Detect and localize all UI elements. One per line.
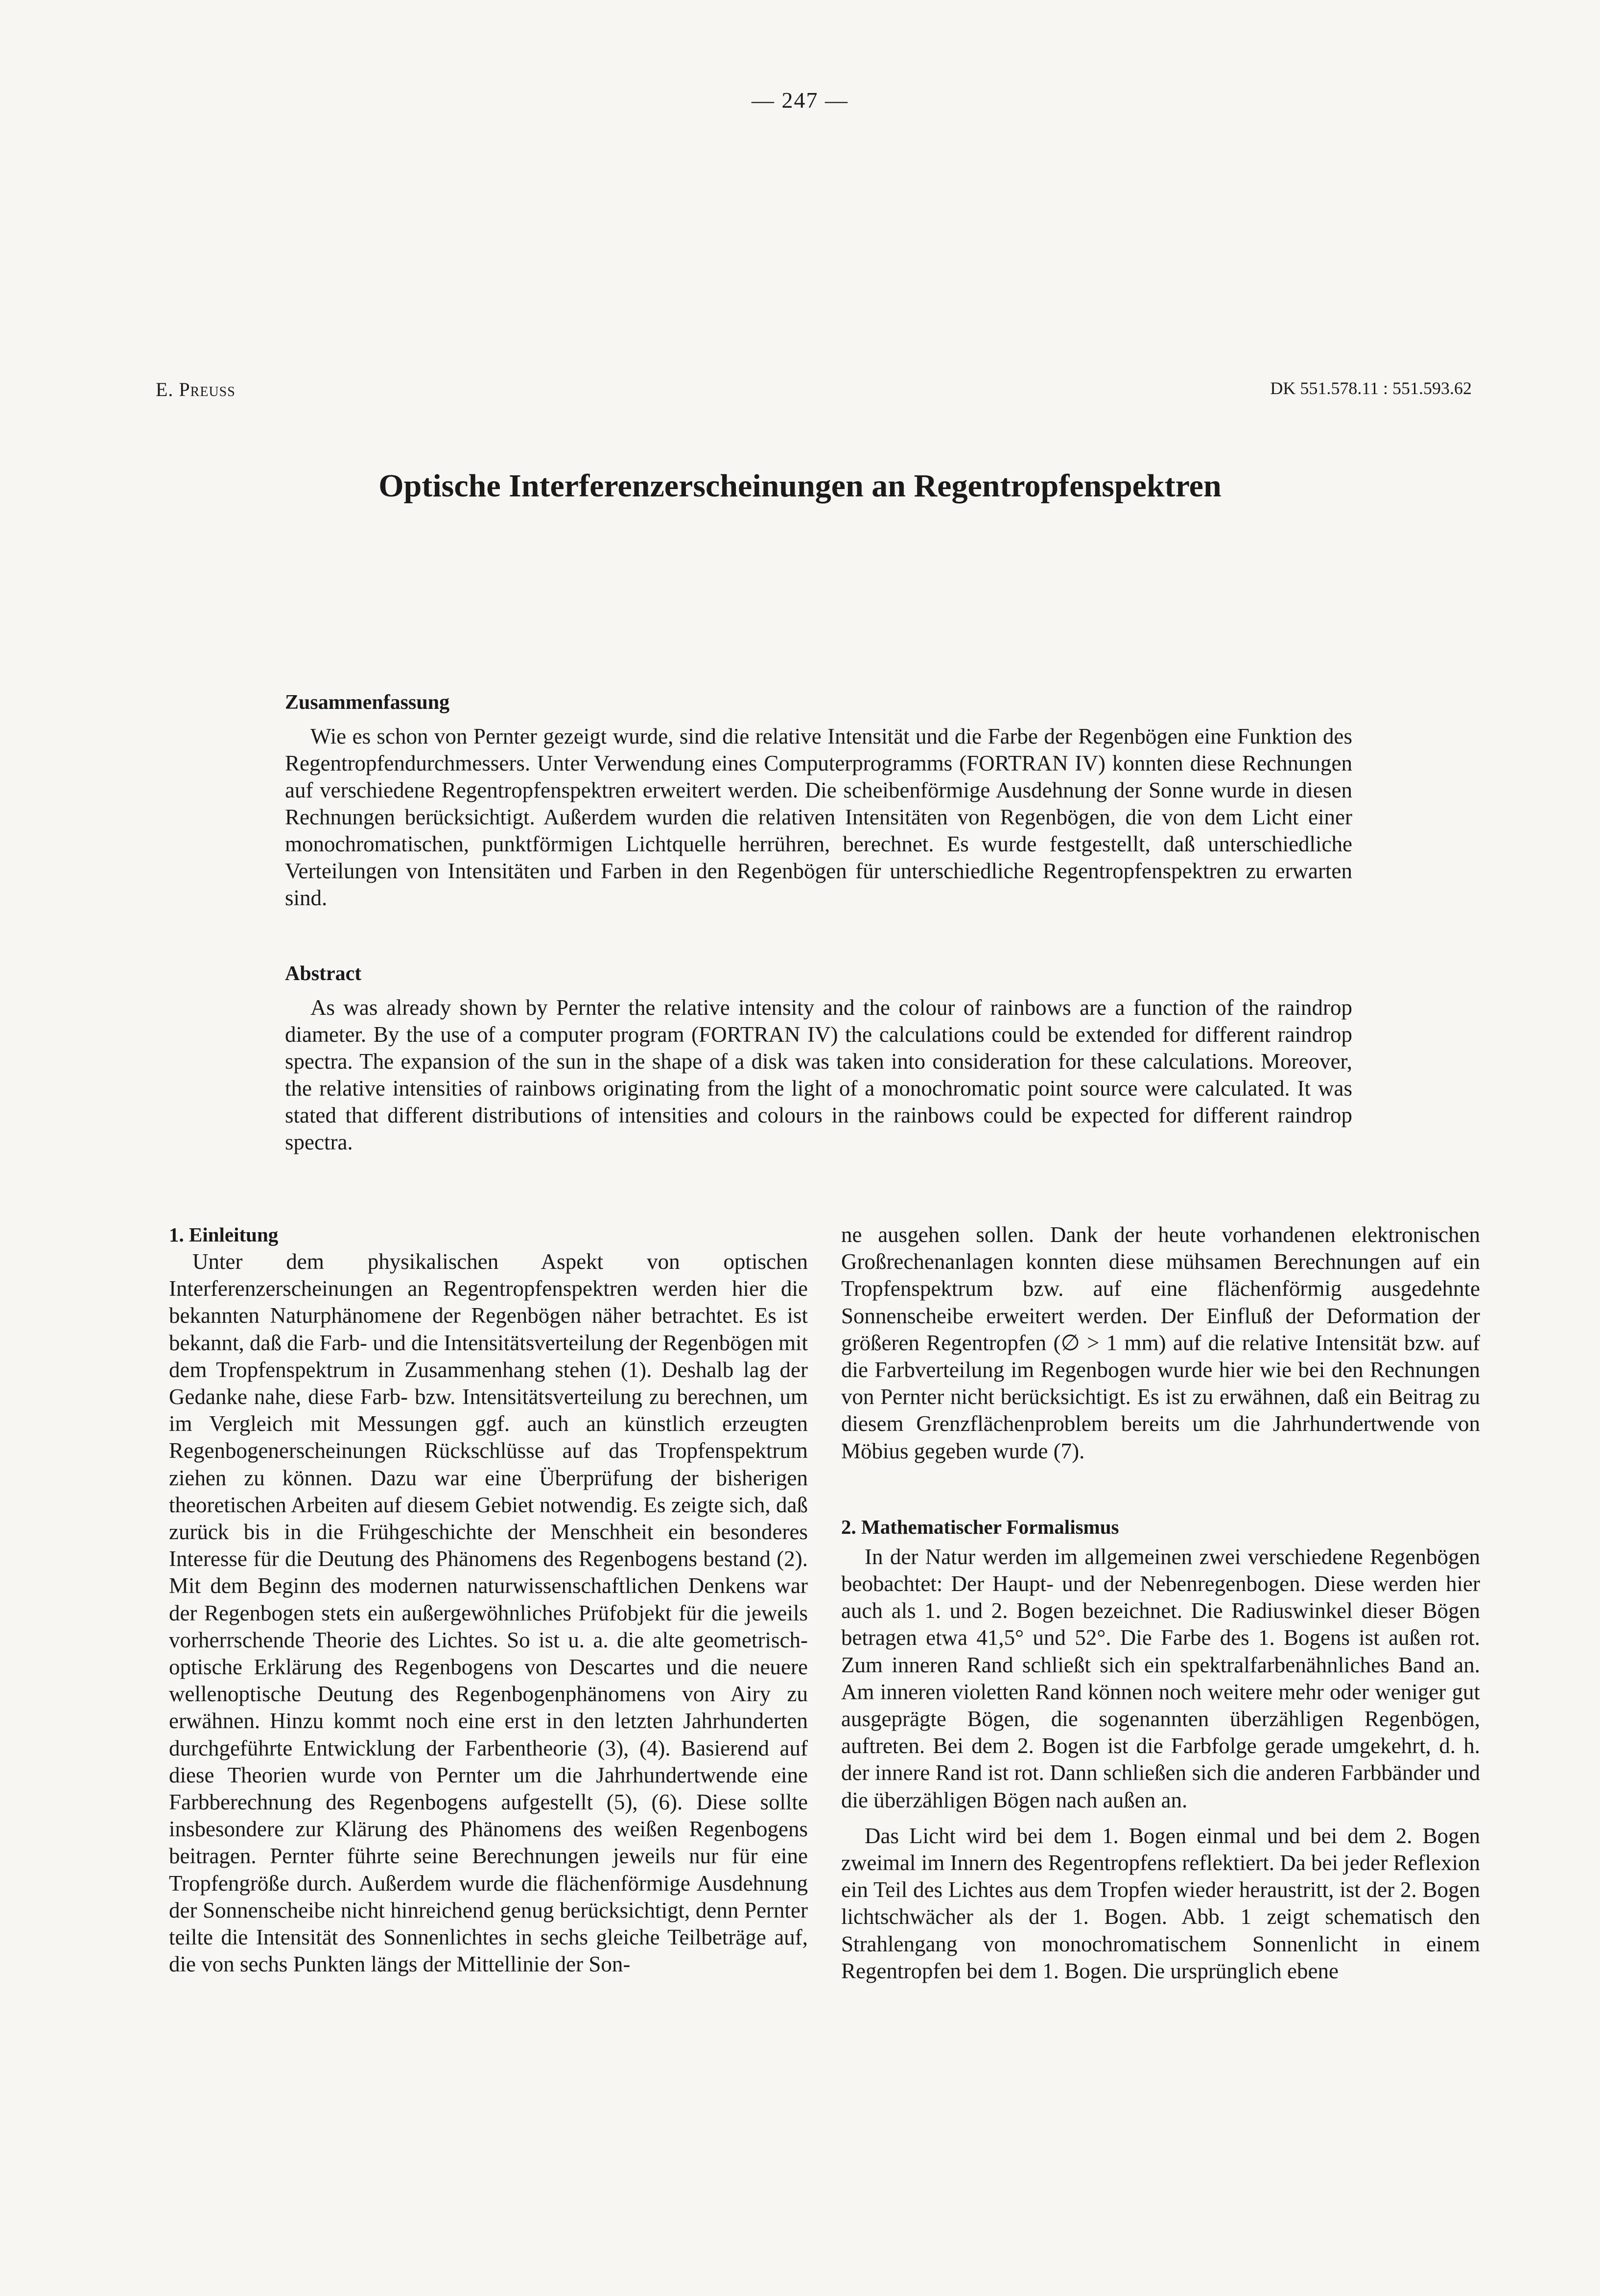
- dk-classification: DK 551.578.11 : 551.593.62: [1270, 378, 1472, 398]
- paragraph-gap: [841, 1814, 1480, 1823]
- section2-para2: Das Licht wird bei dem 1. Bogen einmal und bei dem 2. Bogen zweimal im Innern des Regentropfens reflektiert. Da bei jeder Reflexion ein Teil des Lichtes aus dem Tropfen wieder heraustritt, ist der 2. Bogen lichtschwächer als der 1. Bogen. Abb. 1 zeigt schematisch den Strahlengang von monochromatischem Sonnenlicht in einem Regentropfen bei dem 1. Bogen. Die ursprünglich ebene: [841, 1823, 1480, 1983]
- abstract-block: [285, 961, 1352, 1156]
- author-name: E. Preuss: [156, 378, 235, 400]
- section2-para1: In der Natur werden im allgemeinen zwei verschiedene Regenbögen beobachtet: Der Haupt- und der Nebenregenbogen. Diese werden hier auch als 1. und 2. Bogen bezeichnet. Die Radiuswinkel dieser Bögen betragen etwa 41,5° und 52°. Die Farbe des 1. Bogens ist außen rot. Zum inneren Rand schließt sich ein spektralfarbenähnliches Band an. Am inneren violetten Rand können noch weitere mehr oder weniger gut ausgeprägte Bögen, die sogenannten überzähligen Regenbögen, auftreten. Bei dem 2. Bogen ist die Farbfolge gerade umgekehrt, d. h. der innere Rand ist rot. Dann schließen sich die anderen Farbbänder und die überzähligen Bögen nach außen an.: [841, 1544, 1480, 1812]
- abstract-heading: Abstract: [285, 962, 362, 985]
- zusammenfassung-block: [285, 689, 1352, 912]
- left-column: [169, 1221, 808, 1978]
- section1-heading: 1. Einleitung: [169, 1223, 279, 1246]
- zusammenfassung-text: Wie es schon von Pernter gezeigt wurde, sind die relative Intensität und die Farbe der Regenbögen eine Funktion des Regentropfendurchmessers. Unter Verwendung eines Computerprogramms (FORTRAN IV) konnten diese Rechnungen auf verschiedene Regentropfenspektren erweitert werden. Die scheibenförmige Ausdehnung der Sonne wurde in diesen Rechnungen berücksichtigt. Außerdem wurden die relativen Intensitäten von Regenbögen, die von dem Licht einer monochromatischen, punktförmigen Lichtquelle herrühren, berechnet. Es wurde festgestellt, daß unterschiedliche Verteilungen von Intensitäten und Farben in den Regenbögen für unterschiedliche Regentropfenspektren zu erwarten sind.: [285, 724, 1352, 910]
- author: [156, 378, 235, 401]
- right-column: [841, 1221, 1480, 1985]
- section1-text: Unter dem physikalischen Aspekt von optischen Interferenzerscheinungen an Regentropfenspektren werden hier die bekannten Naturphänomene der Regenbögen näher betrachtet. Es ist bekannt, daß die Farb- und die Intensitätsverteilung der Regenbögen mit dem Tropfenspektrum in Zusammenhang stehen (1). Deshalb lag der Gedanke nahe, diese Farb- bzw. Intensitätsverteilung zu berechnen, um im Vergleich mit Messungen ggf. auch an künstlich erzeugten Regenbogenerscheinungen Rückschlüsse auf das Tropfenspektrum ziehen zu können. Dazu war eine Überprüfung der bisherigen theoretischen Arbeiten auf diesem Gebiet notwendig. Es zeigte sich, daß zurück bis in die Frühgeschichte der Menschheit ein besonderes Interesse für die Deutung des Phänomens des Regenbogens bestand (2). Mit dem Beginn des modernen naturwissenschaftlichen Denkens war der Regenbogen stets ein außergewöhnliches Prüfobjekt für die jeweils vorherrschende Theorie des Lichtes. So ist u. a. die alte geometrisch-optische Erklärung des Regenbogens von Descartes und die neuere wellenoptische Deutung des Regenbogenphänomens von Airy zu erwähnen. Hinzu kommt noch eine erst in den letzten Jahrhunderten durchgeführte Entwicklung der Farbentheorie (3), (4). Basierend auf diese Theorien wurde von Pernter um die Jahrhundertwende eine Farbberechnung des Regenbogens aufgestellt (5), (6). Diese sollte insbesondere zur Klärung des Phänomens des weißen Regenbogens beitragen. Pernter führte seine Berechnungen jeweils nur für eine Tropfengröße durch. Außerdem wurde die flächenförmige Ausdehnung der Sonnenscheibe nicht hinreichend genug berücksichtigt, denn Pernter teilte die Intensität des Sonnenlichtes in sechs gleiche Teilbeträge auf, die von sechs Punkten längs der Mittellinie der Son-: [169, 1249, 808, 1977]
- paper-title: Optische Interferenzerscheinungen an Regentropfenspektren: [378, 468, 1222, 504]
- section1-continuation: ne ausgehen sollen. Dank der heute vorhandenen elektronischen Großrechenanlagen konnten diese mühsamen Berechnungen auf ein Tropfenspektrum bzw. auf eine flächenförmig ausgedehnte Sonnenscheibe erweitert werden. Der Einfluß der Deformation der größeren Regentropfen (∅ > 1 mm) auf die relative Intensität bzw. auf die Farbverteilung im Regenbogen wurde hier wie bei den Rechnungen von Pernter nicht berücksichtigt. Es ist zu erwähnen, daß ein Beitrag zu diesem Grenzflächenproblem bereits um die Jahrhundertwende von Möbius gegeben wurde (7).: [841, 1222, 1480, 1463]
- page-number: — 247 —: [752, 88, 848, 113]
- section-gap: [841, 1465, 1480, 1514]
- section2-heading: 2. Mathematischer Formalismus: [841, 1515, 1119, 1538]
- abstract-text: As was already shown by Pernter the relative intensity and the colour of rainbows are a function of the raindrop diameter. By the use of a computer program (FORTRAN IV) the calculations could be extended for different raindrop spectra. The expansion of the sun in the shape of a disk was taken into consideration for these calculations. Moreover, the relative intensities of rainbows originating from the light of a monochromatic point source were calculated. It was stated that different distributions of intensities and colours in the rainbows could be expected for different raindrop spectra.: [285, 995, 1352, 1154]
- zusammenfassung-heading: Zusammenfassung: [285, 691, 450, 714]
